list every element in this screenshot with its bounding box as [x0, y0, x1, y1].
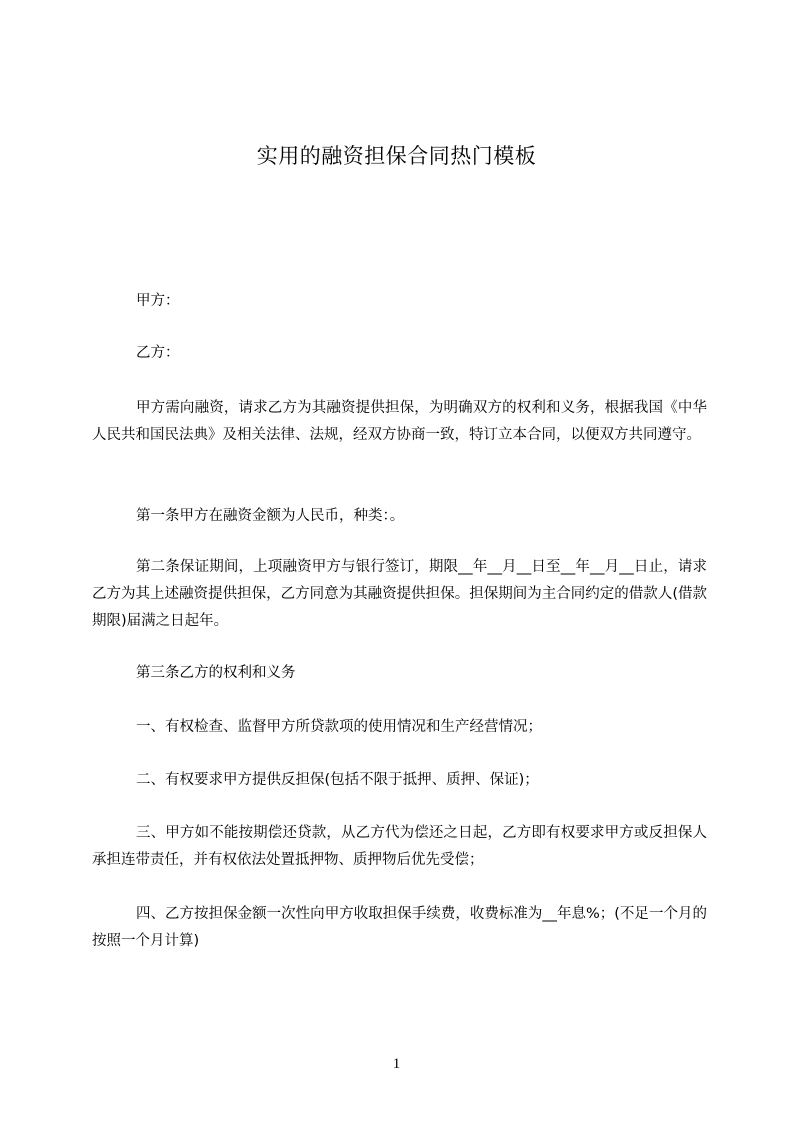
- party-b-line: 乙方：: [136, 345, 180, 361]
- article-1-paragraph: 第一条甲方在融资金额为人民币，种类：。: [136, 508, 405, 524]
- preamble-paragraph: 甲方需向融资，请求乙方为其融资提供担保，为明确双方的权利和义务，根据我国《中华人民共和国民法典》及相关法律、法规，经双方协商一致，特订立本合同，以便双方共同遵守。: [92, 400, 707, 443]
- article-3-heading: 第三条乙方的权利和义务: [136, 665, 296, 681]
- clause-2-paragraph: 二、有权要求甲方提供反担保(包括不限于抵押、质押、保证)；: [136, 772, 539, 788]
- document-title: 实用的融资担保合同热门模板: [256, 144, 537, 168]
- page-number: 1: [392, 1056, 401, 1072]
- article-2-paragraph: 第二条保证期间，上项融资甲方与银行签订，期限__年__月__日至__年__月__日止，请求乙方为其上述融资提供担保，乙方同意为其融资提供担保。担保期间为主合同约定的借款人(借款期限)届满之日起年。: [92, 559, 707, 629]
- party-a-line: 甲方：: [136, 293, 180, 309]
- clause-1-paragraph: 一、有权检查、监督甲方所贷款项的使用情况和生产经营情况；: [136, 719, 542, 735]
- clause-4-paragraph: 四、乙方按担保金额一次性向甲方收取担保手续费，收费标准为__年息%；(不足一个月的按照一个月计算): [92, 906, 707, 949]
- clause-3-paragraph: 三、甲方如不能按期偿还贷款，从乙方代为偿还之日起，乙方即有权要求甲方或反担保人承担连带责任，并有权依法处置抵押物、质押物后优先受偿；: [92, 825, 707, 868]
